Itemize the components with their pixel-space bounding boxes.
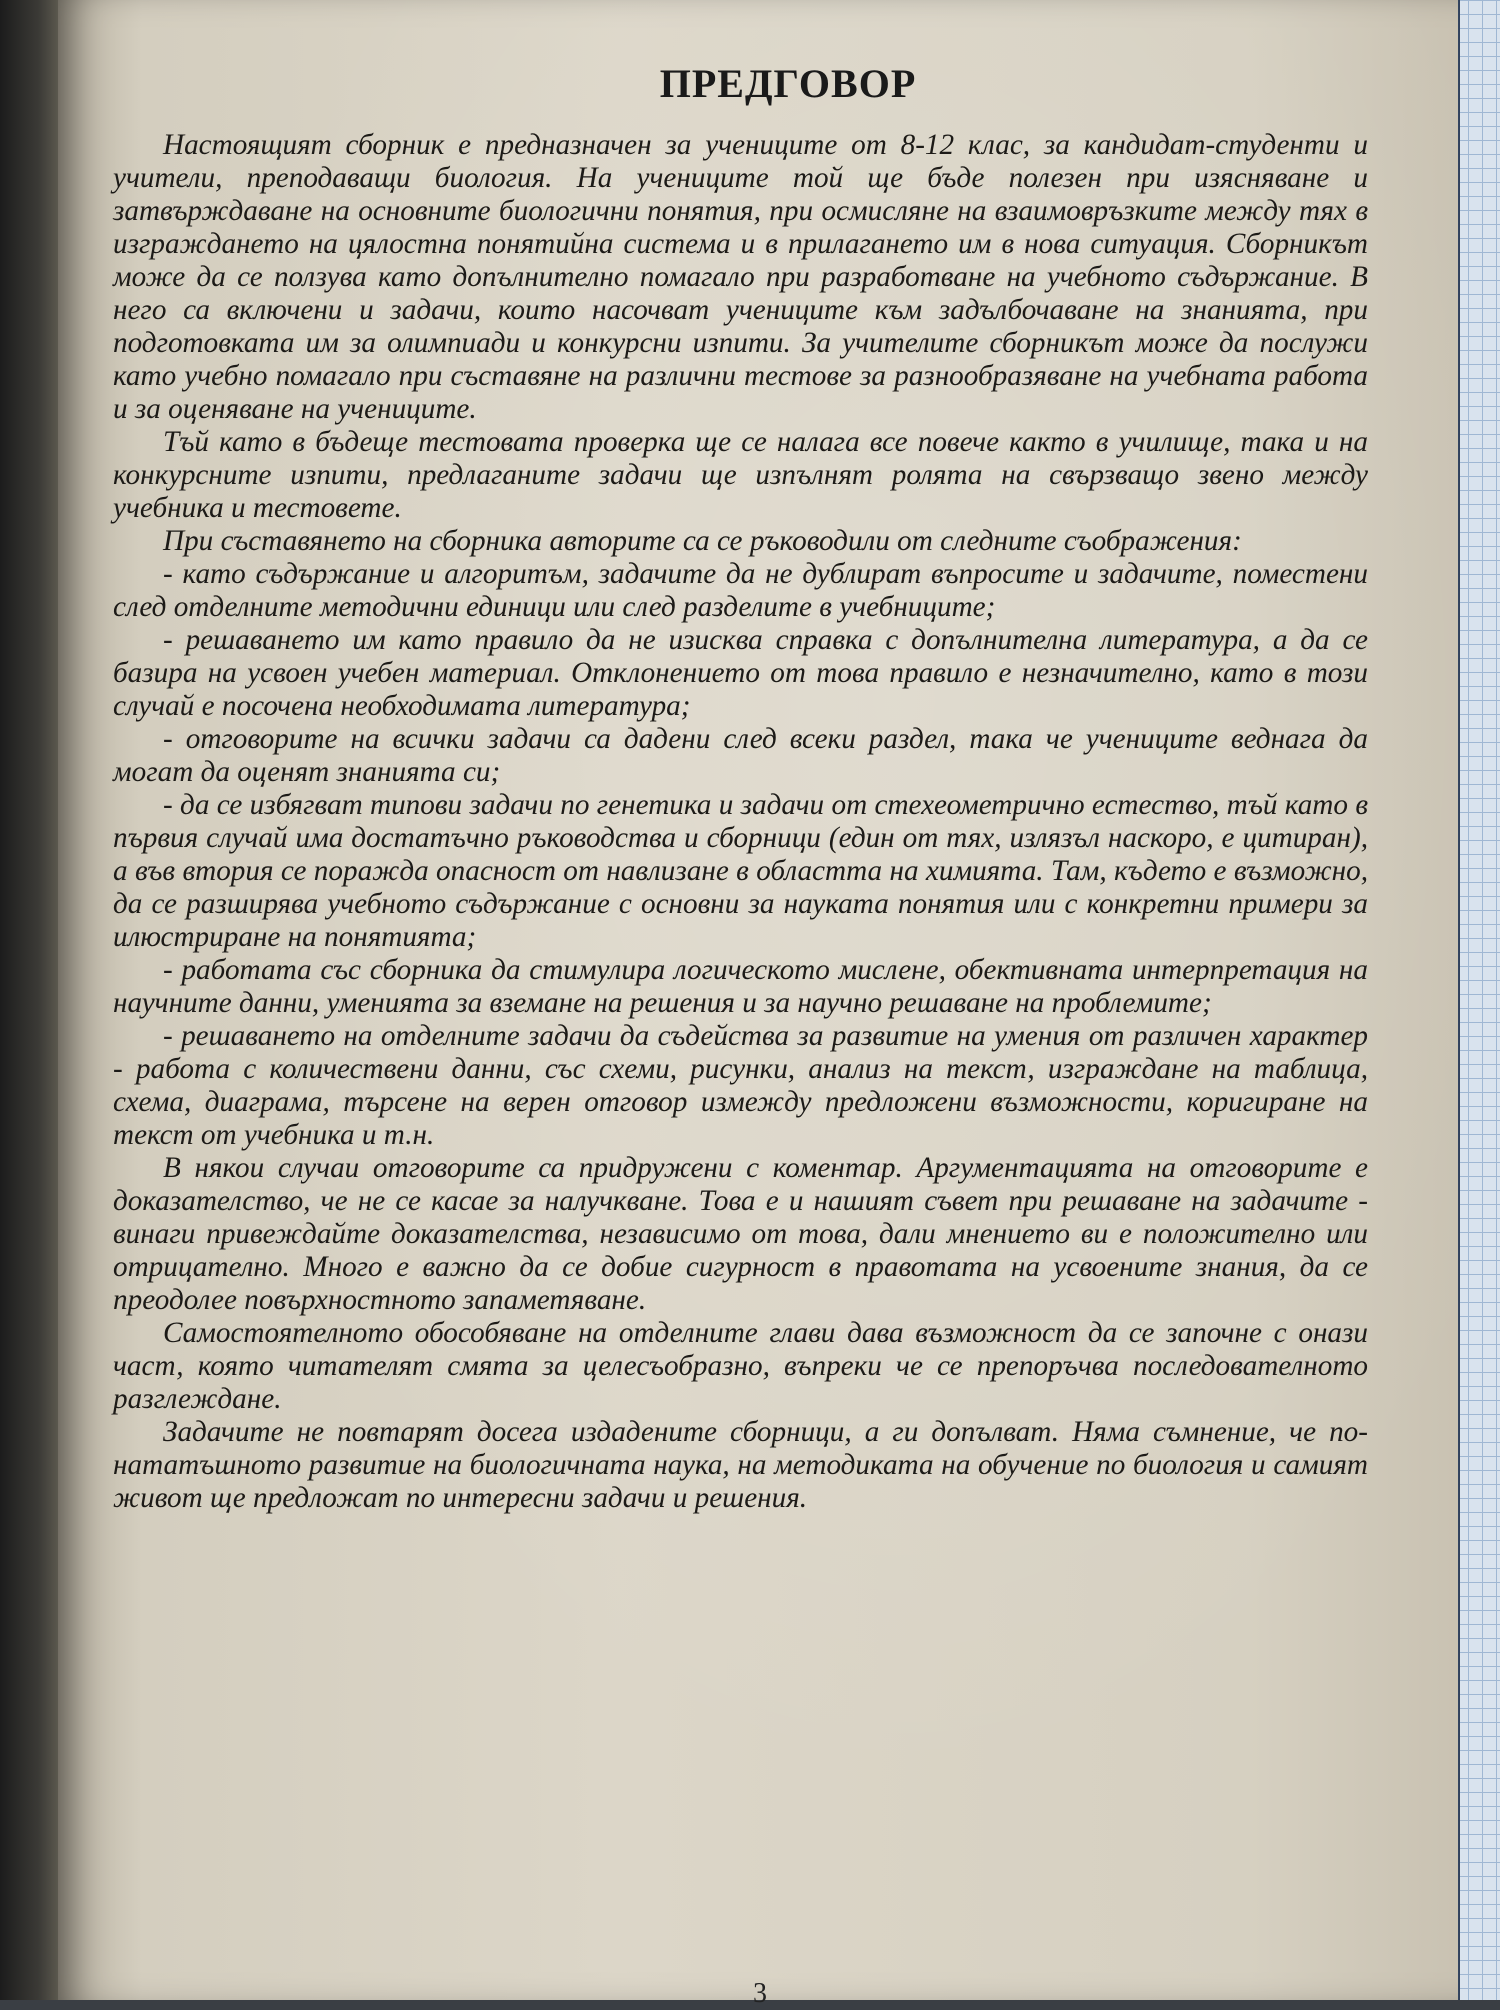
list-item: - да се избягват типови задачи по генетика и задачи от стехеометрично естество, тъй като в първия случай има достатъчно ръководства и сборници (един от тях, излязъл наскоро, е цитиран), а във втория се поражда опасност от навлизане в областта на химията. Там, където е възможно, да се разширява учебното съдържание с основни за науката понятия или с конкретни примери за илюстриране на понятията;	[113, 789, 1368, 953]
page-number: 3	[753, 1978, 767, 2009]
list-item: - като съдържание и алгоритъм, задачите да не дублират въпросите и задачите, поместени след отделните методични единици или след разделите в учебниците;	[113, 558, 1368, 623]
paragraph-tests: Тъй като в бъдеще тестовата проверка ще се налага все повече както в училище, така и на конкурсните изпити, предлаганите задачи ще изпълнят ролята на свързващо звено между учебника и тестовете.	[113, 426, 1368, 524]
paragraph-considerations: При съставянето на сборника авторите са се ръководили от следните съображения:	[163, 525, 1242, 557]
list-item: - решаването на отделните задачи да съдейства за развитие на умения от различен характер - работа с количествени данни, със схеми, рисунки, анализ на текст, изграждане на таблица, схема, диаграма, търсене на верен отговор измежду предложени възможности, коригиране на текст от учебника и т.н.	[113, 1020, 1368, 1151]
book-page	[58, 0, 1458, 2009]
page-content	[113, 60, 1368, 1515]
list-item: - отговорите на всички задачи са дадени след всеки раздел, така че учениците веднага да могат да оценят знанията си;	[113, 723, 1368, 788]
paragraph-chapters: Самостоятелното обособяване на отделните глави дава възможност да се започне с онази част, която читателят смята за целесъобразно, въпреки че се препоръчва последователното разглеждане.	[113, 1317, 1368, 1415]
paragraph-comments: В някои случаи отговорите са придружени с коментар. Аргументацията на отговорите е доказателство, че не се касае за налучкване. Това е и нашият съвет при решаване на задачите - винаги привеждайте доказателства, независимо от това, дали мнението ви е положително или отрицателно. Много е важно да се добие сигурност в правотата на усвоените знания, да се преодолее повърхностното запаметяване.	[113, 1152, 1368, 1316]
paragraph-intro: Настоящият сборник е предназначен за учениците от 8-12 клас, за кандидат-студенти и учители, преподаващи биология. На учениците той ще бъде полезен при изясняване и затвърждаване на основните биологични понятия, при осмисляне на взаимовръзките между тях в изграждането на цялостна понятийна система и в прилагането им в нова ситуация. Сборникът може да се ползува като допълнително помагало при разработване на учебното съдържание. В него са включени и задачи, които насочват учениците към задълбочаване на знанията, при подготовката им за олимпиади и конкурсни изпити. За учителите сборникът може да послужи като учебно помагало при съставяне на различни тестове за разнообразяване на учебната работа и за оценяване на учениците.	[113, 129, 1368, 425]
page-title: ПРЕДГОВОР	[659, 61, 917, 106]
paragraph-conclusion: Задачите не повтарят досега издадените сборници, а ги допълват. Няма съмнение, че по-нататъшното развитие на биологичната наука, на методиката на обучение по биология и самият живот ще предложат по интересни задачи и решения.	[113, 1416, 1368, 1514]
list-item: - решаването им като правило да не изисква справка с допълнителна литература, а да се базира на усвоен учебен материал. Отклонението от това правило е незначително, като в този случай е посочена необходимата литература;	[113, 624, 1368, 722]
list-item: - работата със сборника да стимулира логическото мислене, обективната интерпретация на научните данни, уменията за вземане на решения и за научно решаване на проблемите;	[113, 954, 1368, 1019]
